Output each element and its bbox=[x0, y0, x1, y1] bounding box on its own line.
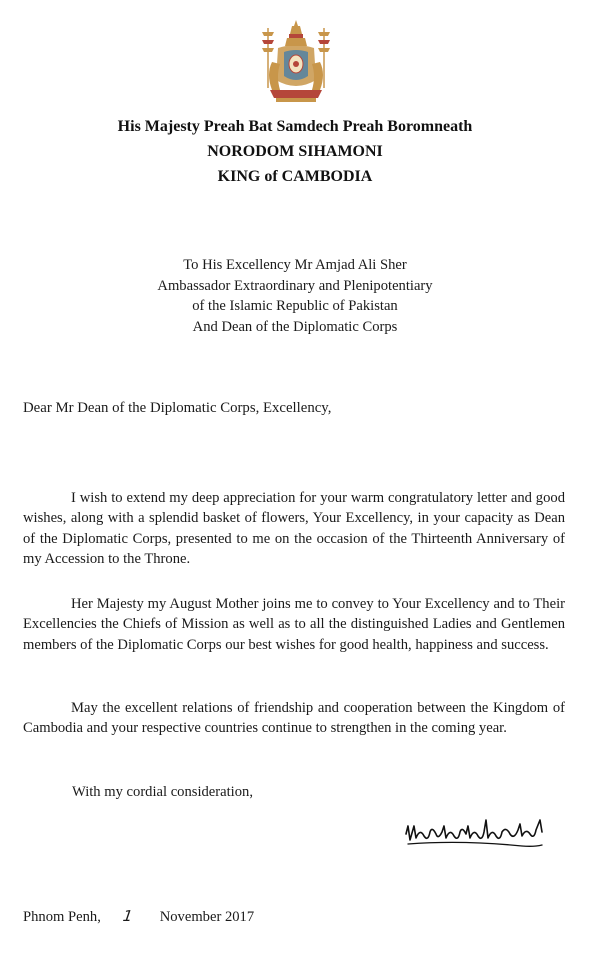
sender-title: His Majesty Preah Bat Samdech Preah Boromneath bbox=[117, 118, 473, 135]
recipient-line-1: To His Excellency Mr Amjad Ali Sher bbox=[183, 257, 407, 273]
recipient-line-4: And Dean of the Diplomatic Corps bbox=[192, 318, 398, 335]
closing-line: With my cordial consideration, bbox=[72, 784, 253, 800]
body-paragraph: May the excellent relations of friendship and cooperation between the Kingdom of Cambodia and your respective countries continue to strengthen in the coming year. bbox=[23, 700, 565, 737]
sender-block bbox=[0, 114, 590, 189]
sender-position: KING of CAMBODIA bbox=[217, 168, 373, 185]
sender-name: NORODOM SIHAMONI bbox=[207, 143, 383, 160]
month-year: November 2017 bbox=[159, 909, 255, 925]
signature-icon bbox=[402, 812, 552, 854]
royal-crest-icon bbox=[258, 18, 334, 104]
date-line bbox=[23, 906, 254, 927]
recipient-line-3: of the Islamic Republic of Pakistan bbox=[192, 298, 398, 314]
salutation: Dear Mr Dean of the Diplomatic Corps, Excellency, bbox=[23, 400, 332, 416]
place: Phnom Penh, bbox=[23, 909, 101, 925]
body-paragraph: Her Majesty my August Mother joins me to convey to Your Excellency and to Their Excellencies the Chiefs of Mission as well as to all the distinguished Ladies and Gentlemen members of the Diplomatic Corps our best wishes for good health, happiness and success. bbox=[23, 596, 565, 653]
handwritten-day: 1 bbox=[121, 907, 134, 925]
recipient-line-2: Ambassador Extraordinary and Plenipotentiary bbox=[157, 277, 433, 294]
recipient-block bbox=[0, 255, 590, 337]
body-paragraph: I wish to extend my deep appreciation for your warm congratulatory letter and good wishes, along with a splendid basket of flowers, Your Excellency, in your capacity as Dean of the Diplomatic Corps, presented to me on the occasion of the Thirteenth Anniversary of my Accession to the Throne. bbox=[23, 490, 565, 567]
